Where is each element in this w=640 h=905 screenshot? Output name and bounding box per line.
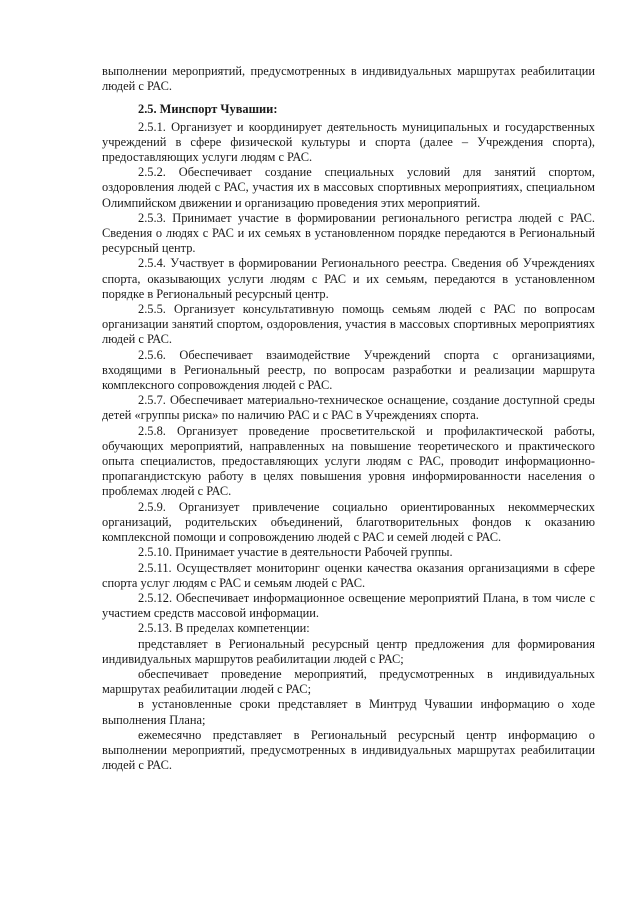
item-2-5-12: 2.5.12. Обеспечивает информационное освещение мероприятий Плана, в том числе с участием средств массовой информации. [102,590,595,621]
item-2-5-7: 2.5.7. Обеспечивает материально-техническое оснащение, создание доступной среды детей «группы риска» по наличию РАС и с РАС в Учреждениях спорта. [102,393,595,423]
item-2-5-8: 2.5.8. Организует проведение просветительской и профилактической работы, обучающих мероприятий, направленных на повышение теоретического и практического опыта специалистов, предоставляющих услуги людям с РАС, проводит информационно-пропагандистскую работу в целях повышения уровня информированности населения о проблемах людей с РАС. [102,423,595,499]
intro-paragraph: выполнении мероприятий, предусмотренных в индивидуальных маршрутах реабилитации людей с РАС. [102,64,595,94]
item-2-5-9: 2.5.9. Организует привлечение социально ориентированных некоммерческих организаций, родительских объединений, благотворительных фондов к оказанию комплексной помощи и сопровождению людей с РАС и семей людей с РАС. [102,499,595,545]
subitem-1: представляет в Региональный ресурсный центр предложения для формирования индивидуальных маршрутов реабилитации людей с РАС; [102,636,595,666]
section-heading: 2.5. Минспорт Чувашии: [138,102,278,117]
subitem-2: обеспечивает проведение мероприятий, предусмотренных в индивидуальных маршрутах реабилитации людей с РАС; [102,666,595,697]
item-2-5-13: 2.5.13. В пределах компетенции: [138,621,310,636]
document-page [102,64,595,773]
item-2-5-1: 2.5.1. Организует и координирует деятельность муниципальных и государственных учреждений в сфере физической культуры и спорта (далее – Учреждения спорта), предоставляющих услуги людям с РАС. [102,119,595,165]
item-2-5-4: 2.5.4. Участвует в формировании Регионального реестра. Сведения об Учреждениях спорта, оказывающих услуги людям с РАС и их семьям, передаются в установленном порядке в Региональный ресурсный центр. [102,256,595,301]
item-2-5-5: 2.5.5. Организует консультативную помощь семьям людей с РАС по вопросам организации занятий спортом, оздоровления, участия в массовых спортивных мероприятиях людей с РАС. [102,302,595,347]
item-2-5-6: 2.5.6. Обеспечивает взаимодействие Учреждений спорта с организациями, входящими в Региональный реестр, по вопросам разработки и реализации маршрута комплексного сопровождения людей с РАС. [102,347,595,393]
item-2-5-11: 2.5.11. Осуществляет мониторинг оценки качества оказания организациями в сфере спорта услуг людям с РАС и семьям людей с РАС. [102,560,595,590]
item-2-5-10: 2.5.10. Принимает участие в деятельности Рабочей группы. [138,545,453,560]
subitem-3: в установленные сроки представляет в Минтруд Чувашии информацию о ходе выполнения Плана; [102,697,595,727]
item-2-5-2: 2.5.2. Обеспечивает создание специальных условий для занятий спортом, оздоровления людей с РАС, участия их в массовых спортивных мероприятиях, специальном Олимпийском движении и организацию проведения этих мероприятий. [102,165,595,210]
subitem-4: ежемесячно представляет в Региональный ресурсный центр информацию о выполнении мероприятий, предусмотренных в индивидуальных маршрутах реабилитации людей с РАС. [102,727,595,773]
item-2-5-3: 2.5.3. Принимает участие в формировании регионального регистра людей с РАС. Сведения о людях с РАС и их семьях в установленном порядке передаются в Региональный ресурсный центр. [102,210,595,256]
